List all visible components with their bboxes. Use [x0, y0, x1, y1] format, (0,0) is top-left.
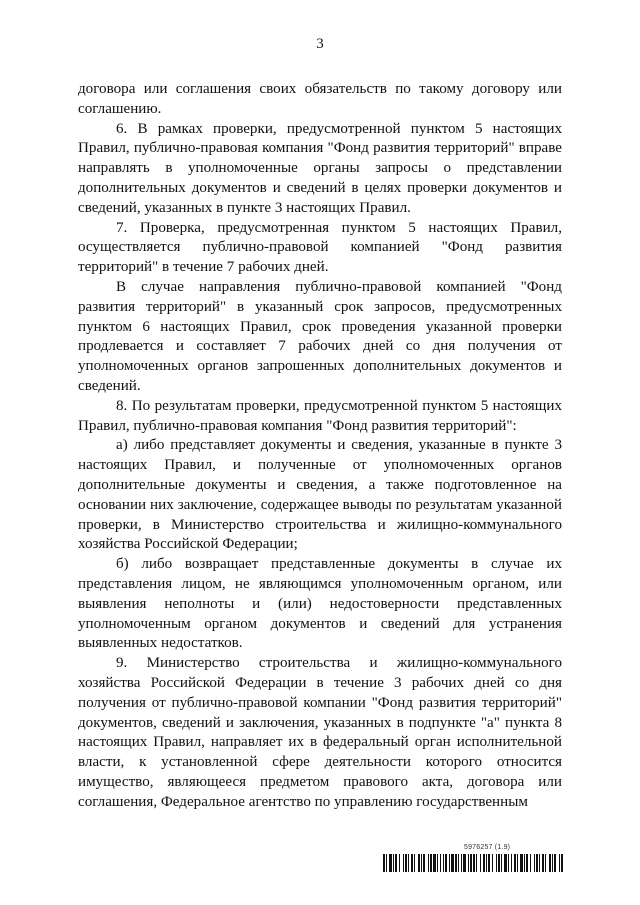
barcode-bar: [542, 854, 544, 872]
paragraph: В случае направления публично-правовой компанией "Фонд развития территорий" в указанный срок запросов, предусмотренных пунктом 6 настоящих Правил, срок проведения указанной проверки продлевается и составляет 7 рабочих дней со дня получения от уполномоченных органов запрошенных дополнительных документов и сведений.: [78, 278, 562, 394]
barcode-label: 5976257 (1.9): [464, 844, 511, 851]
barcode-bar: [486, 854, 487, 872]
barcode-bar: [473, 854, 475, 872]
barcode-bar: [517, 854, 518, 872]
barcode-bar: [504, 854, 507, 872]
barcode-icon: [383, 854, 563, 872]
barcode-bar: [480, 854, 481, 872]
barcode-bar: [508, 854, 509, 872]
barcode-bar: [433, 854, 436, 872]
paragraph: 7. Проверка, предусмотренная пунктом 5 настоящих Правил, осуществляется публично-правовой компанией "Фонд развития территорий" в течение 7 рабочих дней.: [78, 219, 562, 276]
barcode-bar: [389, 854, 392, 872]
barcode-bar: [514, 854, 516, 872]
barcode-bar: [428, 854, 429, 872]
barcode-bar: [403, 854, 404, 872]
barcode-bar: [524, 854, 525, 872]
barcode-bar: [395, 854, 397, 872]
barcode-bar: [511, 854, 512, 872]
barcode-bar: [414, 854, 415, 872]
barcode-bar: [405, 854, 407, 872]
barcode-bar: [463, 854, 466, 872]
barcode-bar: [496, 854, 497, 872]
barcode-bar: [498, 854, 500, 872]
barcode-bar: [554, 854, 556, 872]
paragraph: 6. В рамках проверки, предусмотренной пунктом 5 настоящих Правил, публично-правовая компания "Фонд развития территорий" вправе направлять в уполномоченные органы запросы о представлении дополнительных документов и сведений в целях проверки документов и сведений, указанных в пункте 3 настоящих Правил.: [78, 120, 562, 216]
barcode-bar: [418, 854, 420, 872]
barcode-bar: [411, 854, 413, 872]
paragraph: б) либо возвращает представленные документы в случае их представления лицом, не являющимся уполномоченным органом, или выявления неполноты и (или) недостоверности представленных уполномоченным органом документов и сведений для устранения выявленных недостатков.: [78, 556, 562, 652]
barcode-bar: [559, 854, 560, 872]
barcode-bar: [526, 854, 528, 872]
barcode-bar: [470, 854, 472, 872]
barcode-bar: [383, 854, 385, 872]
barcode-bar: [488, 854, 490, 872]
paragraph: договора или соглашения своих обязательств по такому договору или соглашению.: [78, 81, 562, 117]
barcode-bar: [399, 854, 400, 872]
document-body: [78, 80, 562, 812]
barcode-bar: [476, 854, 477, 872]
barcode-bar: [468, 854, 469, 872]
barcode-bar: [461, 854, 462, 872]
barcode-bar: [501, 854, 502, 872]
barcode-bar: [545, 854, 546, 872]
barcode-bar: [534, 854, 535, 872]
barcode-bar: [552, 854, 553, 872]
paragraph: 9. Министерство строительства и жилищно-коммунального хозяйства Российской Федерации в течение 3 рабочих дней со дня получения от публично-правовой компании "Фонд развития территорий" документов, сведений и заключения, указанных в подпункте "а" пункта 8 настоящих Правил, направляет их в федеральный орган исполнительной власти, к установленной сфере деятельности которого относится имущество, являющееся предметом правового акта, договора или соглашения, Федеральное агентство по управлению государственным: [78, 655, 562, 810]
barcode-bar: [561, 854, 563, 872]
barcode-bar: [437, 854, 438, 872]
page-number: 3: [316, 36, 324, 52]
barcode-bar: [539, 854, 540, 872]
barcode-bar: [440, 854, 441, 872]
barcode-bar: [536, 854, 538, 872]
barcode-bar: [530, 854, 531, 872]
barcode-bar: [421, 854, 422, 872]
barcode-bar: [386, 854, 387, 872]
paragraph: а) либо представляет документы и сведения, указанные в пункте 3 настоящих Правил, и полученные от уполномоченных органов дополнительные документы и сведения, а также подготовленное на основании них заключение, содержащее выводы по результатам указанной проверки, в Министерство строительства и жилищно-коммунального хозяйства Российской Федерации;: [78, 437, 562, 553]
barcode-bar: [445, 854, 447, 872]
barcode-bar: [443, 854, 444, 872]
paragraph: 8. По результатам проверки, предусмотренной пунктом 5 настоящих Правил, публично-правовая компания "Фонд развития территорий":: [78, 397, 562, 434]
barcode-bar: [483, 854, 485, 872]
barcode-bar: [549, 854, 551, 872]
barcode-bar: [492, 854, 493, 872]
barcode-bar: [430, 854, 432, 872]
barcode-bar: [423, 854, 425, 872]
barcode-bar: [408, 854, 409, 872]
barcode-bar: [458, 854, 459, 872]
barcode-bar: [393, 854, 394, 872]
barcode-bar: [451, 854, 454, 872]
barcode-bar: [455, 854, 457, 872]
barcode-bar: [449, 854, 450, 872]
barcode-bar: [520, 854, 523, 872]
